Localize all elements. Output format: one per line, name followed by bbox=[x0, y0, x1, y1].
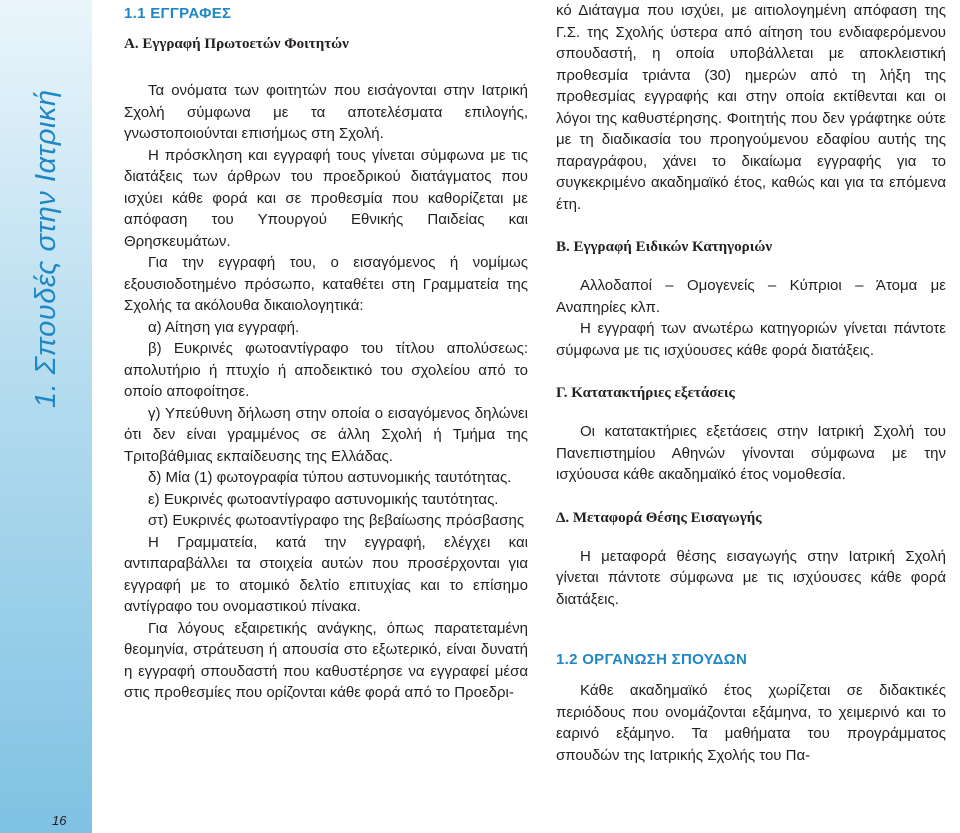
paragraph: Η εγγραφή των ανωτέρω κατηγοριών γίνεται πάντοτε σύμφωνα με τις ισχύουσες κάθε φορά διατάξεις. bbox=[556, 320, 946, 359]
chapter-sidebar bbox=[0, 0, 92, 833]
continuation-paragraph: κό Διάταγμα που ισχύει, με αιτιολογημένη απόφαση της Γ.Σ. της Σχολής ύστερα από αίτηση του ενδιαφερόμενου σπουδαστή, η οποία υποβάλλεται με αποκλειστική προθεσμία τριάντα (30) ημερών από τη λήξη της προθεσμίας εγγραφής και στην οποία εκτίθενται και οι λόγοι της καθυστέρησης. Φοιτητής που δεν γράφτηκε ούτε με τη διαδικασία του προηγούμενου εδαφίου αυτής της παραγράφου, χάνει το δικαίωμα εγγραφής για το συγκεκριμένο ακαδημαϊκό έτος, καθώς και για τα επόμενα έτη. bbox=[556, 2, 946, 213]
right-column bbox=[556, 0, 946, 766]
paragraph: Τα ονόματα των φοιτητών που εισάγονται στην Ιατρική Σχολή σύμφωνα με τα αποτελέσματα επιλογής, γνωστοποιούνται επισήμως στη Σχολή. bbox=[124, 82, 528, 142]
paragraph: Αλλοδαποί – Ομογενείς – Κύπριοι – Άτομα με Αναπηρίες κλπ. bbox=[556, 277, 946, 316]
chapter-title: 1. Σπουδές στην Ιατρική bbox=[30, 89, 62, 408]
paragraph: Οι κατατακτήριες εξετάσεις στην Ιατρική Σχολή του Πανεπιστημίου Αθηνών γίνονται σύμφωνα με την ισχύουσα κάθε ακαδημαϊκό έτος νομοθεσία. bbox=[556, 423, 946, 483]
subsection-title-place-transfer: Δ. Μεταφορά Θέσης Εισαγωγής bbox=[556, 509, 762, 526]
paragraph: Κάθε ακαδημαϊκό έτος χωρίζεται σε διδακτικές περιόδους που ονομάζονται εξάμηνα, το χειμερινό και το εαρινό εξάμηνο. Τα μαθήματα του προγράμματος σπουδών της Ιατρικής Σχολής του Πα- bbox=[556, 682, 946, 764]
section-title-registrations: 1.1 ΕΓΓΡΑΦΕΣ bbox=[124, 5, 232, 22]
list-item: α) Αίτηση για εγγραφή. bbox=[148, 318, 300, 336]
left-column bbox=[124, 0, 528, 704]
list-item: ε) Ευκρινές φωτοαντίγραφο αστυνομικής ταυτότητας. bbox=[148, 490, 499, 508]
list-item: στ) Ευκρινές φωτοαντίγραφο της βεβαίωσης πρόσβασης bbox=[148, 512, 525, 529]
section-title-organization: 1.2 ΟΡΓΑΝΩΣΗ ΣΠΟΥΔΩΝ bbox=[556, 651, 748, 668]
list-item: δ) Μία (1) φωτογραφία τύπου αστυνομικής ταυτότητας. bbox=[148, 469, 512, 486]
list-item: γ) Υπεύθυνη δήλωση στην οποία ο εισαγόμενος δηλώνει ότι δεν είναι γραμμένος σε άλλη Σχολή ή Τμήμα της Τριτοβάθμιας εκπαίδευσης της Ελλάδας. bbox=[124, 404, 528, 465]
paragraph: Για την εγγραφή του, ο εισαγόμενος ή νομίμως εξουσιοδοτημένο πρόσωπο, καταθέτει στη Γραμματεία της Σχολής τα ακόλουθα δικαιολογητικά: bbox=[124, 254, 528, 314]
subsection-title-freshmen: Α. Εγγραφή Πρωτοετών Φοιτητών bbox=[124, 36, 349, 52]
paragraph: Η Γραμματεία, κατά την εγγραφή, ελέγχει και αντιπαραβάλλει τα στοιχεία αυτών που προσέρχονται για εγγραφή με το ατομικό δελτίο επιτυχίας και το επίσημο αντίγραφο του ονομαστικού πίνακα. bbox=[124, 533, 528, 615]
page-number: 16 bbox=[52, 813, 67, 828]
subsection-title-transfer-exams: Γ. Κατατακτήριες εξετάσεις bbox=[556, 385, 735, 401]
paragraph: Η μεταφορά θέσης εισαγωγής στην Ιατρική Σχολή γίνεται πάντοτε σύμφωνα με τις ισχύουσες κάθε φορά διατάξεις. bbox=[556, 547, 946, 608]
list-item: β) Ευκρινές φωτοαντίγραφο του τίτλου απολύσεως: απολυτήριο ή πτυχίο ή αποδεικτικό του σχολείου από το οποίο αποφοίτησε. bbox=[124, 340, 528, 400]
subsection-title-special-categories: Β. Εγγραφή Ειδικών Κατηγοριών bbox=[556, 239, 773, 255]
paragraph: Για λόγους εξαιρετικής ανάγκης, όπως παρατεταμένη θεομηνία, στράτευση ή απουσία στο εξωτερικό, είναι δυνατή η εγγραφή σπουδαστή που καθυστέρησε να εγγραφεί μέσα στις προθεσμίες που ορίζονται κάθε φορά από το Προεδρι- bbox=[124, 619, 528, 701]
paragraph: Η πρόσκληση και εγγραφή τους γίνεται σύμφωνα με τις διατάξεις των άρθρων του προεδρικού διατάγματος που ισχύει κάθε φορά και σε προθεσμία που καθορίζεται με απόφαση του Υπουργού Εθνικής Παιδείας και Θρησκευμάτων. bbox=[124, 146, 528, 250]
